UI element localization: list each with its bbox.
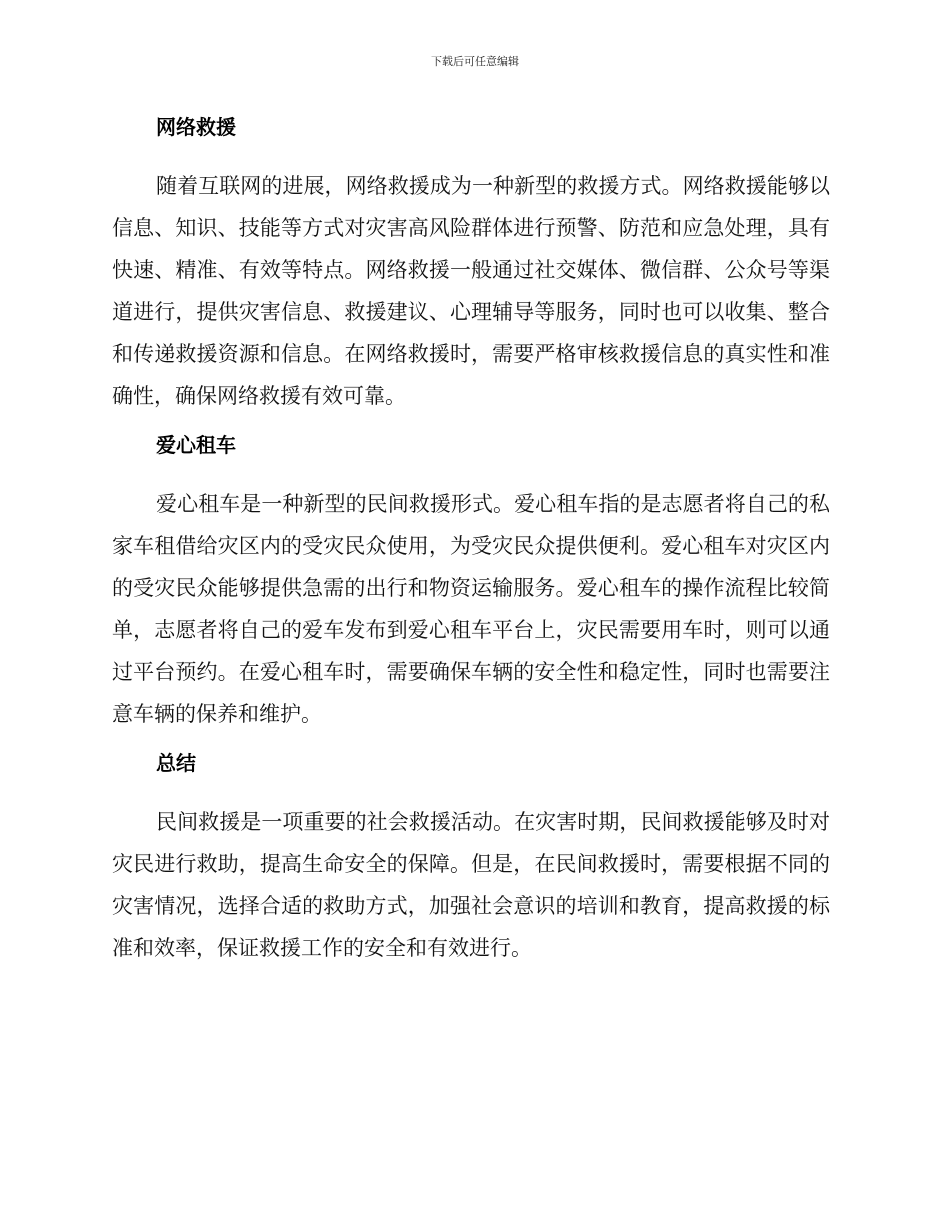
section-paragraph-network-rescue: 随着互联网的进展，网络救援成为一种新型的救援方式。网络救援能够以信息、知识、技能等方式对灾害高风险群体进行预警、防范和应急处理，具有快速、精准、有效等特点。网络救援一般通过社交媒体、微信群、公众号等渠道进行，提供灾害信息、救援建议、心理辅导等服务，同时也可以收集、整合和传递救援资源和信息。在网络救援时，需要严格审核救援信息的真实性和准确性，确保网络救援有效可靠。 (112, 174, 830, 408)
section-heading-network-rescue: 网络救援 (156, 115, 236, 139)
document-body (112, 112, 830, 969)
section-heading-summary: 总结 (156, 751, 196, 775)
section-paragraph-charity-car-rental: 爱心租车是一种新型的民间救援形式。爱心租车指的是志愿者将自己的私家车租借给灾区内的受灾民众使用，为受灾民众提供便利。爱心租车对灾区内的受灾民众能够提供急需的出行和物资运输服务。爱心租车的操作流程比较简单，志愿者将自己的爱车发布到爱心租车平台上，灾民需要用车时，则可以通过平台预约。在爱心租车时，需要确保车辆的安全性和稳定性，同时也需要注意车辆的保养和维护。 (112, 492, 830, 726)
section-paragraph-summary: 民间救援是一项重要的社会救援活动。在灾害时期，民间救援能够及时对灾民进行救助，提高生命安全的保障。但是，在民间救援时，需要根据不同的灾害情况，选择合适的救助方式，加强社会意识的培训和教育，提高救援的标准和效率，保证救援工作的安全和有效进行。 (112, 810, 830, 960)
section-heading-charity-car-rental: 爱心租车 (156, 433, 236, 457)
header-note: 下载后可任意编辑 (431, 55, 519, 68)
